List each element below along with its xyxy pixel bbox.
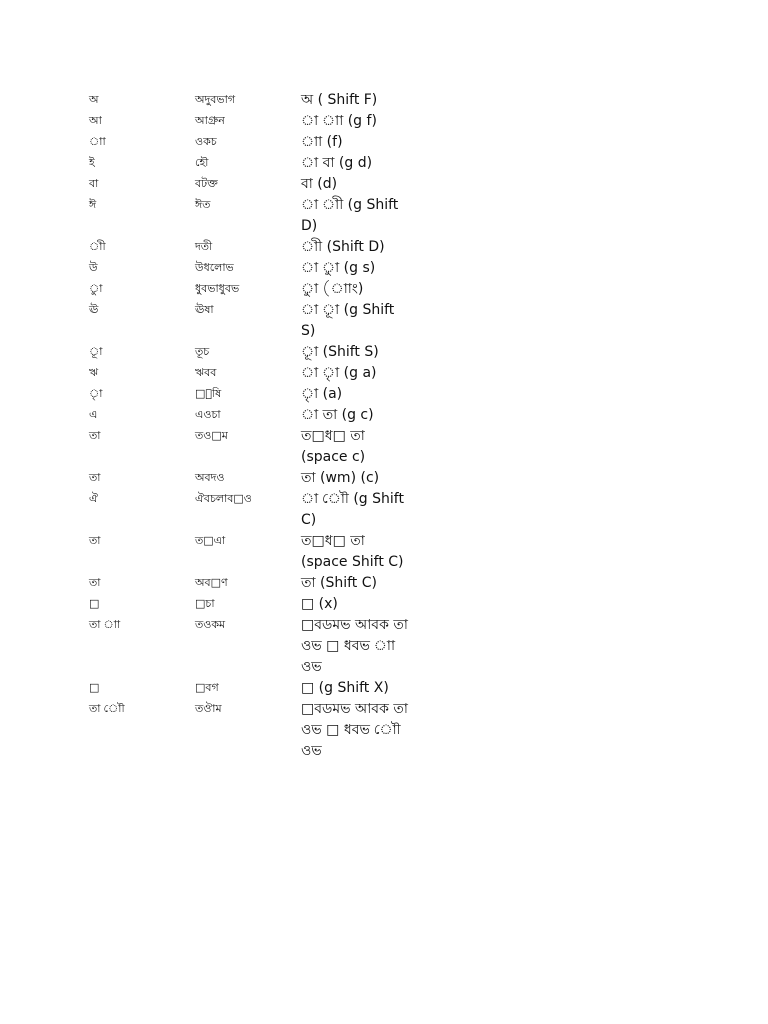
example-word-cell: হৌ	[195, 156, 209, 169]
letter-cell: উ	[89, 261, 98, 274]
example-word-cell: □চা	[195, 597, 215, 610]
letter-cell: তা	[89, 576, 101, 589]
letter-cell: □	[89, 597, 100, 610]
example-word-cell: অদুবভাগ	[195, 93, 236, 106]
key-sequence-cell: □ (x)	[301, 596, 338, 612]
key-sequence-cell: া াূ (g Shift S)	[301, 302, 395, 339]
example-word-cell: ঋবব	[195, 366, 217, 379]
example-word-cell: এওচা	[195, 408, 221, 421]
key-sequence-cell: অ ( Shift F)	[301, 92, 378, 108]
example-word-cell: ধুবভাধুবভ	[195, 282, 240, 295]
table-row	[89, 573, 409, 594]
letter-cell: বা	[89, 177, 99, 190]
example-word-cell: আগ্রুন	[195, 114, 225, 127]
key-sequence-cell: □ (g Shift X)	[301, 680, 389, 696]
table-row	[89, 678, 409, 699]
letter-cell: ঈ	[89, 198, 97, 211]
letter-cell: াৃ	[89, 387, 103, 400]
letter-cell: □	[89, 681, 100, 694]
key-sequence-cell: া বা (g d)	[301, 155, 373, 171]
key-sequence-cell: া াা (g f)	[301, 113, 377, 129]
key-sequence-cell: ত□ধ□ তা (space Shift C)	[301, 533, 404, 570]
letter-cell: ই	[89, 156, 95, 169]
key-sequence-cell: াৃ (a)	[301, 386, 343, 402]
example-word-cell: ঊষা	[195, 303, 214, 316]
letter-cell: তা	[89, 534, 101, 547]
key-sequence-cell: বা (d)	[301, 176, 338, 192]
letter-cell: ঋ	[89, 366, 99, 379]
example-word-cell: তঔাম	[195, 702, 222, 715]
example-word-cell: অবদও	[195, 471, 225, 484]
key-sequence-cell: াু (াাং)	[301, 281, 364, 297]
key-sequence-cell: া াু (g s)	[301, 260, 376, 276]
key-sequence-cell: াী (Shift D)	[301, 239, 385, 255]
letter-cell: াু	[89, 282, 103, 295]
key-sequence-cell: া াৌ (g Shift C)	[301, 491, 404, 528]
example-word-cell: বটক্ত	[195, 177, 218, 190]
letter-cell: ঐ	[89, 492, 98, 505]
key-sequence-cell: □বডমভ আবক তা ওভ □ ধবভ াা ওভ	[301, 617, 408, 675]
key-sequence-cell: ত□ধ□ তা (space c)	[301, 428, 366, 465]
keyboard-mapping-table	[89, 90, 409, 762]
letter-cell: অ	[89, 93, 99, 106]
example-word-cell: ওকচ	[195, 135, 217, 148]
example-word-cell: □বগ	[195, 681, 219, 694]
table-row	[89, 132, 409, 153]
example-word-cell: দতী	[195, 240, 213, 253]
letter-cell: াূ	[89, 345, 103, 358]
key-sequence-cell: তা (Shift C)	[301, 575, 377, 591]
key-sequence-cell: া তা (g c)	[301, 407, 374, 423]
letter-cell: আ	[89, 114, 102, 127]
letter-cell: তা াৌ	[89, 702, 125, 715]
table-row	[89, 363, 409, 384]
table-row	[89, 594, 409, 615]
table-row	[89, 615, 409, 678]
key-sequence-cell: □বডমভ আবক তা ওভ □ ধবভ াৌ ওভ	[301, 701, 408, 759]
letter-cell: তা	[89, 471, 101, 484]
key-sequence-cell: া াী (g Shift D)	[301, 197, 399, 234]
example-word-cell: অব□ণ	[195, 576, 228, 589]
example-word-cell: তওকম	[195, 618, 226, 631]
table-row	[89, 531, 409, 573]
letter-cell: ঊ	[89, 303, 99, 316]
table-row	[89, 342, 409, 363]
letter-cell: াী	[89, 240, 106, 253]
table-row	[89, 489, 409, 531]
example-word-cell: ঈত	[195, 198, 211, 211]
example-word-cell: ঐবচলাব□ও	[195, 492, 252, 505]
table-row	[89, 384, 409, 405]
table-row	[89, 699, 409, 762]
table-row	[89, 111, 409, 132]
table-row	[89, 90, 409, 111]
table-row	[89, 258, 409, 279]
table-row	[89, 426, 409, 468]
letter-cell: াা	[89, 135, 106, 148]
table-row	[89, 468, 409, 489]
letter-cell: তা	[89, 429, 101, 442]
key-sequence-cell: তা (wm) (c)	[301, 470, 380, 486]
table-row	[89, 174, 409, 195]
table-row	[89, 279, 409, 300]
key-sequence-cell: াা (f)	[301, 134, 343, 150]
letter-cell: এ	[89, 408, 98, 421]
key-sequence-cell: া াৃ (g a)	[301, 365, 377, 381]
table-row	[89, 195, 409, 237]
table-row	[89, 405, 409, 426]
table-row	[89, 153, 409, 174]
example-word-cell: তূচ	[195, 345, 210, 358]
letter-cell: তা াা	[89, 618, 121, 631]
table-row	[89, 300, 409, 342]
example-word-cell: ত□এা	[195, 534, 226, 547]
example-word-cell: □ৃষি	[195, 387, 222, 400]
table-row	[89, 237, 409, 258]
example-word-cell: উধলোভ	[195, 261, 234, 274]
example-word-cell: তও□ম	[195, 429, 228, 442]
key-sequence-cell: াূ (Shift S)	[301, 344, 379, 360]
